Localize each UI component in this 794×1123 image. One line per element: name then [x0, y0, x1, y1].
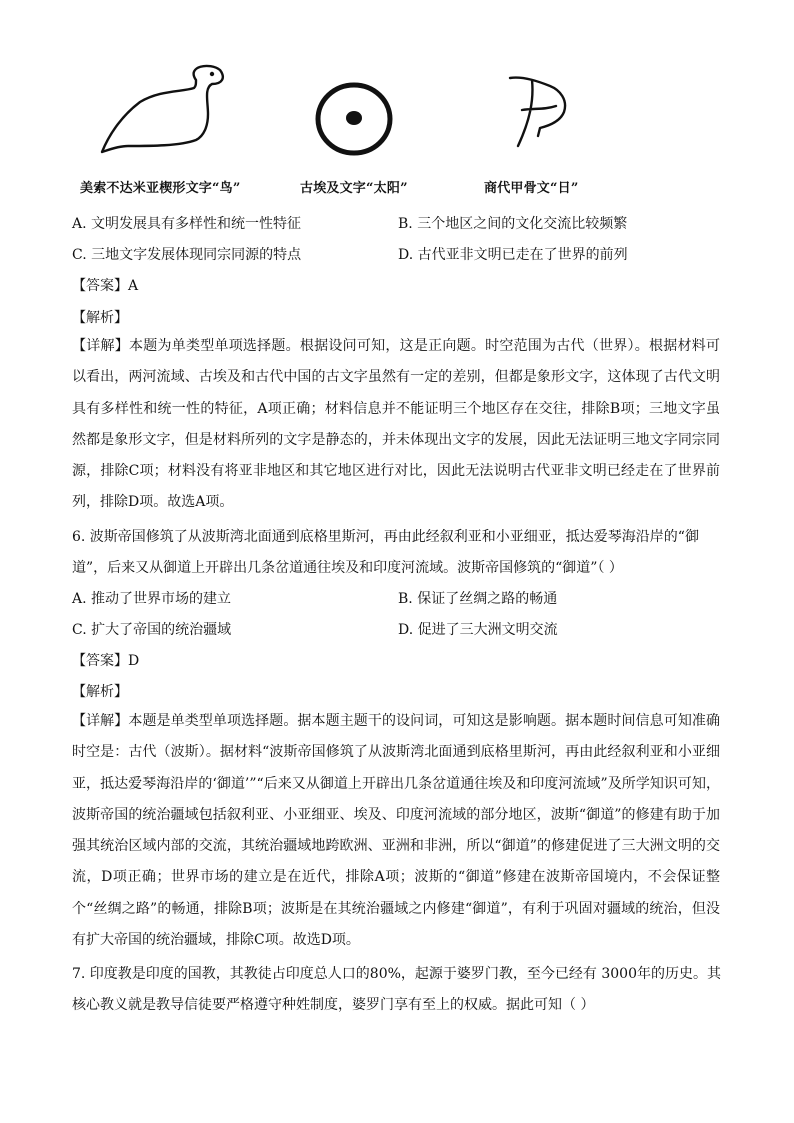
q5-option-c: C. 三地文字发展体现同宗同源的特点	[72, 247, 302, 263]
bird-caption: 美索不达米亚楔形文字“鸟”	[80, 181, 241, 196]
q5-analysis-label: 【解析】	[72, 310, 128, 326]
q7-stem-line-2: 核心教义就是教导信徒要严格遵守种姓制度，婆罗门享有至上的权威。据此可知（ ）	[72, 997, 595, 1013]
q5-option-b: B. 三个地区之间的文化交流比较频繁	[398, 216, 628, 232]
egyptian-sun-figure	[312, 80, 396, 158]
q6-stem-line-2: 道”，后来又从御道上开辟出几条岔道通往埃及和印度河流域。波斯帝国修筑的“御道”（ ）	[72, 560, 623, 576]
q5-answer: 【答案】A	[72, 278, 139, 294]
oracle-bone-sun-figure	[504, 70, 574, 160]
q6-option-b: B. 保证了丝绸之路的畅通	[398, 591, 558, 607]
q5-option-a: A. 文明发展具有多样性和统一性特征	[72, 216, 302, 232]
oracle-caption: 商代甲骨文“日”	[484, 181, 579, 196]
q6-detail: 【详解】本题是单类型单项选择题。据本题主题干的设问词，可知这是影响题。据本题时间信息可知准确时空是：古代（波斯）。据材料“波斯帝国修筑了从波斯湾北面通到底格里斯河，再由此经叙利亚和小亚细亚，抵达爱琴海沿岸的‘御道’”“后来又从御道上开辟出几条岔道通往埃及和印度河流域”及所学知识可知，波斯帝国的统治疆域包括叙利亚、小亚细亚、埃及、印度河流域的部分地区，波斯“御道”的修建有助于加强其统治区域内部的交流，其统治疆域地跨欧洲、亚洲和非洲，所以“御道”的修建促进了三大洲文明的交流，D项正确；世界市场的建立是在近代，排除A项；波斯的“御道”修建在波斯帝国境内，不会保证整个“丝绸之路”的畅通，排除B项；波斯是在其统治疆域之内修建“御道”，有利于巩固对疆域的统治，但没有扩大帝国的统治疆域，排除C项。故选D项。	[72, 713, 720, 949]
q6-stem-line-1: 6. 波斯帝国修筑了从波斯湾北面通到底格里斯河，再由此经叙利亚和小亚细亚，抵达爱琴海沿岸的“御	[72, 529, 699, 545]
q5-option-d: D. 古代亚非文明已走在了世界的前列	[398, 247, 628, 263]
q6-option-a: A. 推动了世界市场的建立	[72, 591, 232, 607]
q5-detail: 【详解】本题为单类型单项选择题。根据设问可知，这是正向题。时空范围为古代（世界）。根据材料可以看出，两河流域、古埃及和古代中国的古文字虽然有一定的差别，但都是象形文字，这体现了古代文明具有多样性和统一性的特征，A项正确；材料信息并不能证明三个地区存在交往，排除B项；三地文字虽然都是象形文字，但是材料所列的文字是静态的，并未体现出文字的发展，因此无法证明三地文字同宗同源，排除C项；材料没有将亚非地区和其它地区进行对比，因此无法说明古代亚非文明已经走在了世界前列，排除D项。故选A项。	[72, 338, 720, 511]
q6-analysis-label: 【解析】	[72, 684, 128, 700]
q7-stem-line-1: 7. 印度教是印度的国教，其教徒占印度总人口的80%，起源于婆罗门教，至今已经有 3000年的历史。其	[72, 966, 722, 982]
sun-caption: 古埃及文字“太阳”	[300, 181, 408, 196]
cuneiform-bird-figure	[100, 62, 230, 162]
q6-option-d: D. 促进了三大洲文明交流	[398, 622, 558, 638]
q6-option-c: C. 扩大了帝国的统治疆域	[72, 622, 232, 638]
q6-answer: 【答案】D	[72, 653, 140, 669]
